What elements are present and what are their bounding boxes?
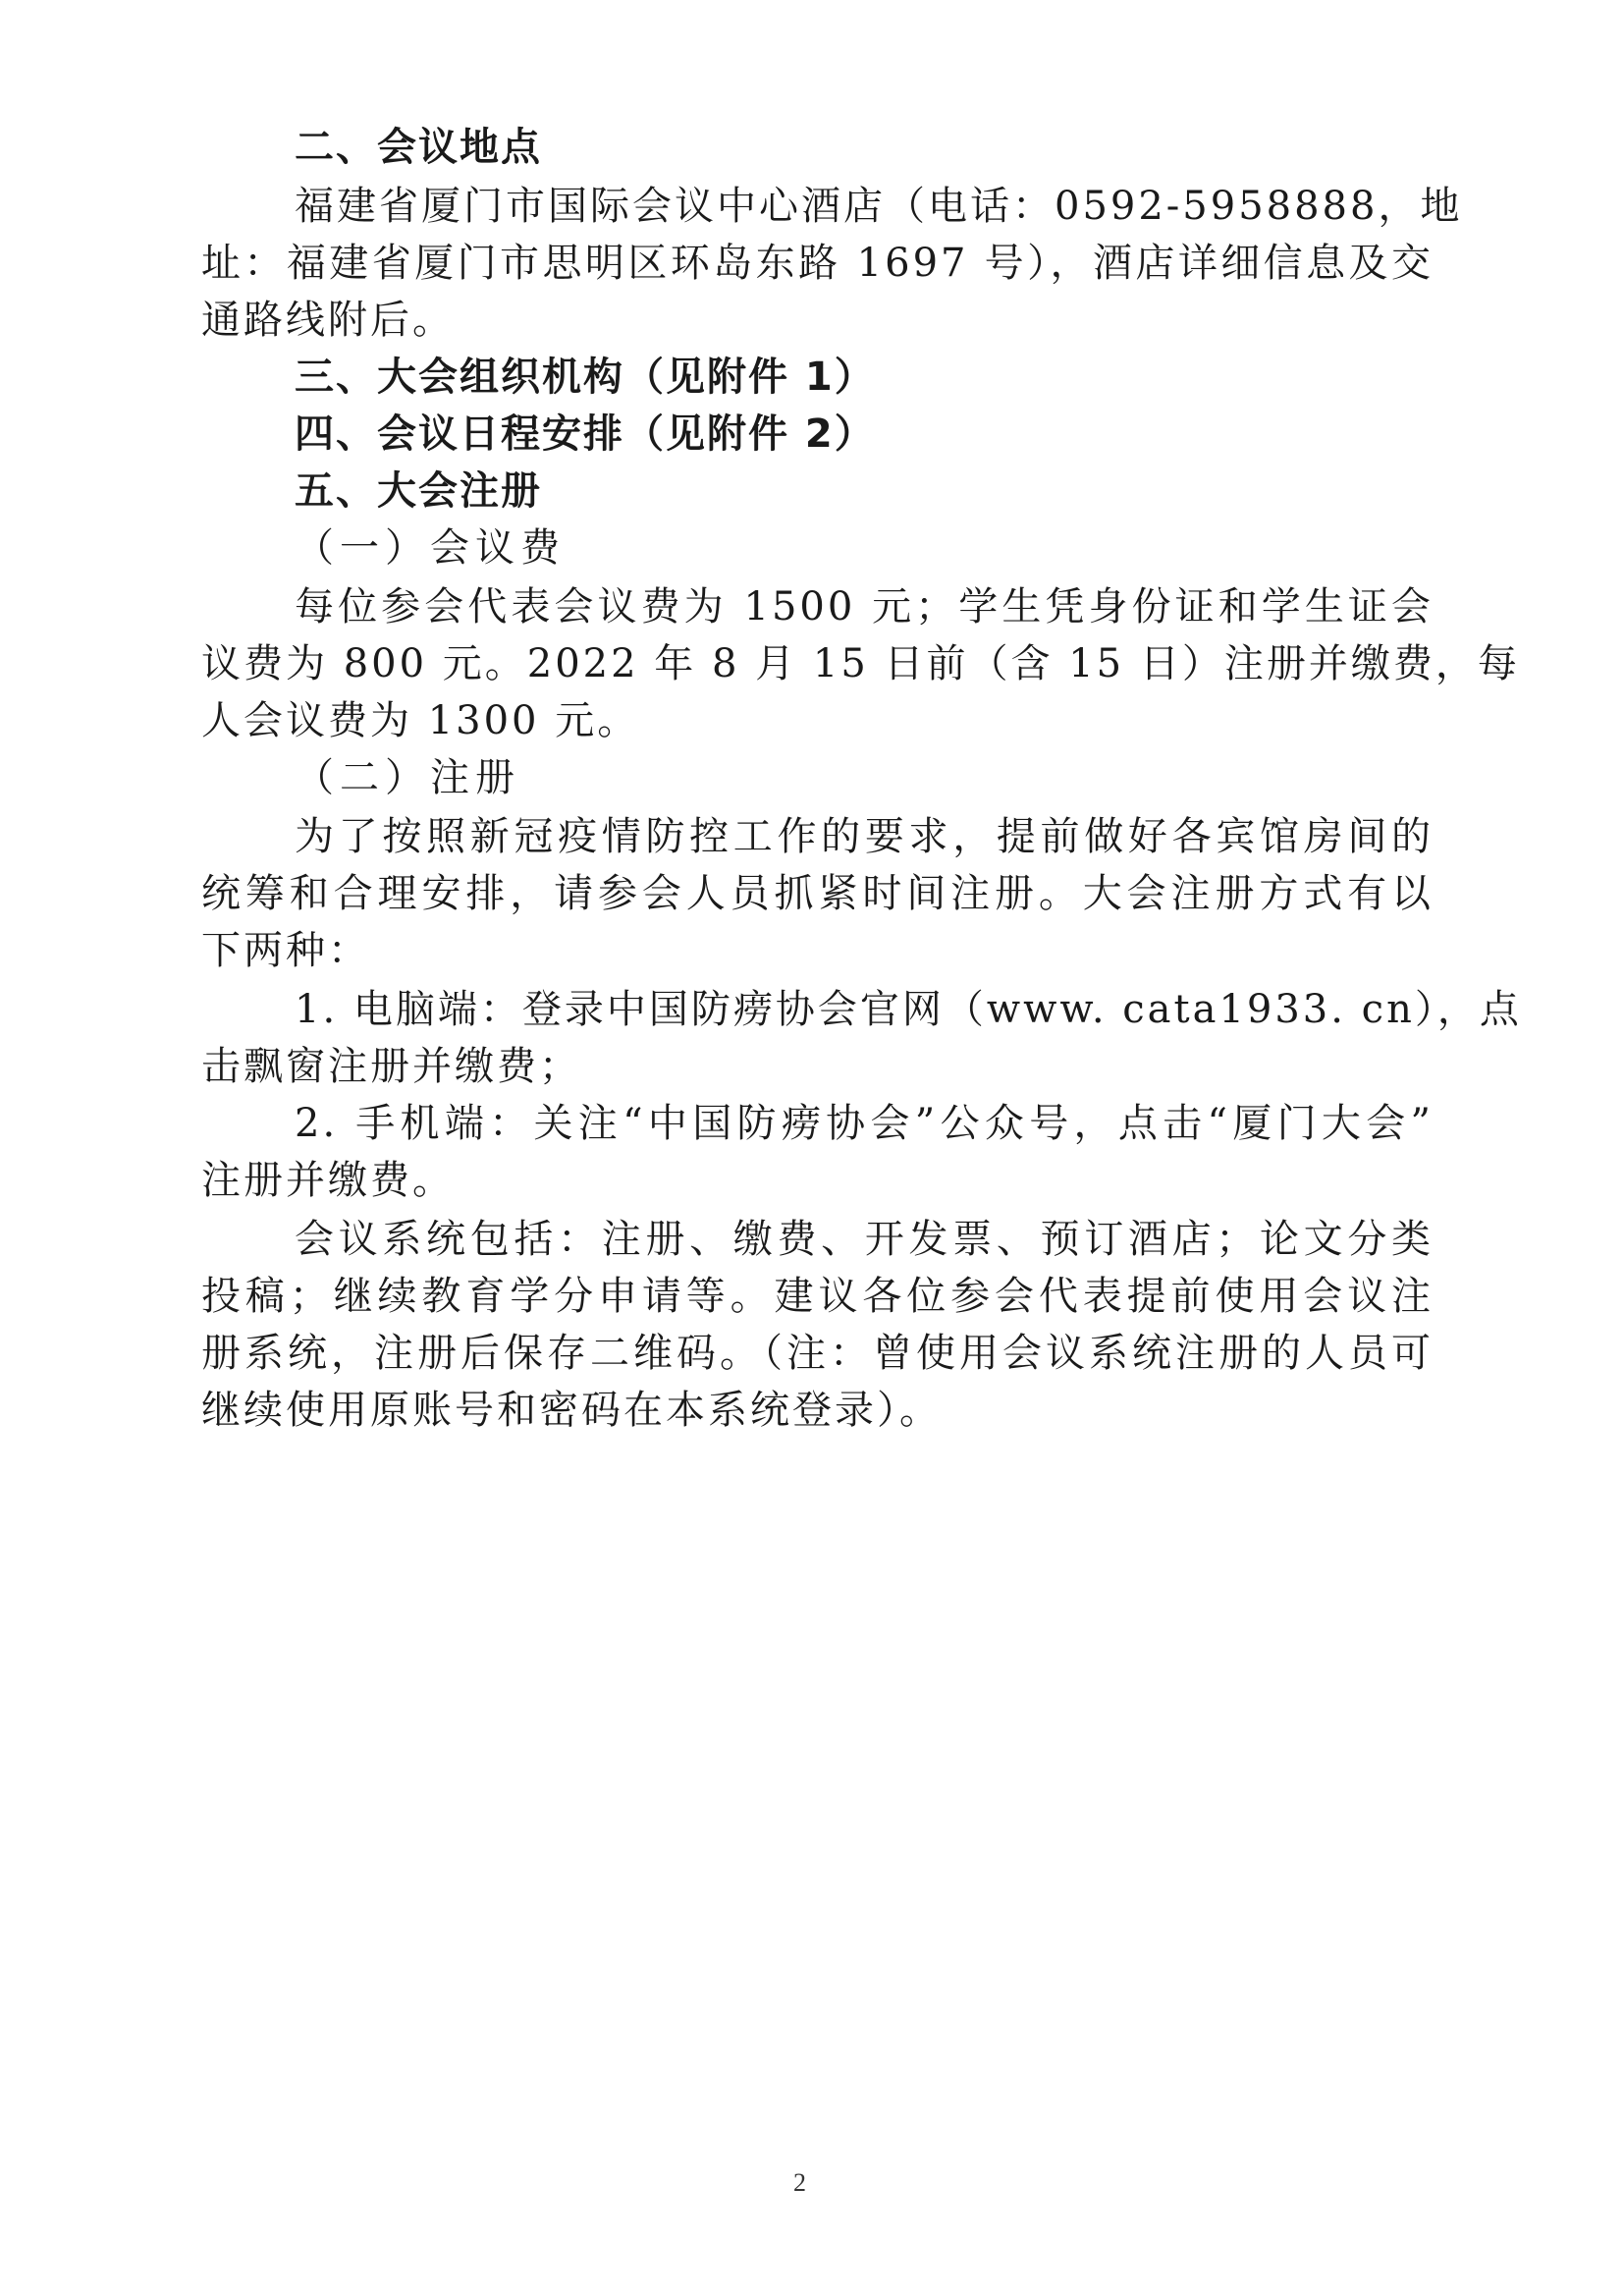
paragraph-line: 址：福建省厦门市思明区环岛东路 1697 号），酒店详细信息及交 bbox=[201, 241, 1434, 286]
paragraph-line: 1. 电脑端：登录中国防痨协会官网（www. cata1933. cn），点 bbox=[295, 987, 1522, 1032]
section-heading-location: 二、会议地点 bbox=[295, 125, 542, 170]
subheading-fee: （一）会议费 bbox=[295, 525, 566, 571]
paragraph-line: 注册并缴费。 bbox=[201, 1158, 455, 1203]
paragraph-line: 福建省厦门市国际会议中心酒店（电话：0592-5958888，地 bbox=[295, 184, 1463, 229]
section-heading-organization: 三、大会组织机构（见附件 1） bbox=[295, 355, 876, 400]
paragraph-line: 议费为 800 元。2022 年 8 月 15 日前（含 15 日）注册并缴费，每 bbox=[201, 641, 1520, 686]
paragraph-line: 击飘窗注册并缴费； bbox=[201, 1044, 581, 1089]
paragraph-line: 下两种： bbox=[201, 928, 370, 973]
section-heading-registration: 五、大会注册 bbox=[295, 468, 542, 514]
paragraph-line: 册系统，注册后保存二维码。（注：曾使用会议系统注册的人员可 bbox=[201, 1331, 1434, 1376]
paragraph-line: 继续使用原账号和密码在本系统登录）。 bbox=[201, 1388, 942, 1433]
paragraph-line: 投稿；继续教育学分申请等。建议各位参会代表提前使用会议注 bbox=[201, 1274, 1434, 1319]
page-number: 2 bbox=[793, 2168, 806, 2197]
paragraph-line: 2. 手机端：关注“中国防痨协会”公众号，点击“厦门大会” bbox=[295, 1101, 1434, 1146]
paragraph-line: 为了按照新冠疫情防控工作的要求，提前做好各宾馆房间的 bbox=[295, 814, 1434, 859]
section-heading-schedule: 四、会议日程安排（见附件 2） bbox=[295, 411, 876, 457]
paragraph-line: 会议系统包括：注册、缴费、开发票、预订酒店；论文分类 bbox=[295, 1217, 1434, 1262]
paragraph-line: 统筹和合理安排，请参会人员抓紧时间注册。大会注册方式有以 bbox=[201, 871, 1434, 916]
paragraph-line: 人会议费为 1300 元。 bbox=[201, 698, 640, 743]
paragraph-line: 通路线附后。 bbox=[201, 298, 455, 343]
subheading-register: （二）注册 bbox=[295, 755, 520, 800]
paragraph-line: 每位参会代表会议费为 1500 元；学生凭身份证和学生证会 bbox=[295, 584, 1434, 629]
